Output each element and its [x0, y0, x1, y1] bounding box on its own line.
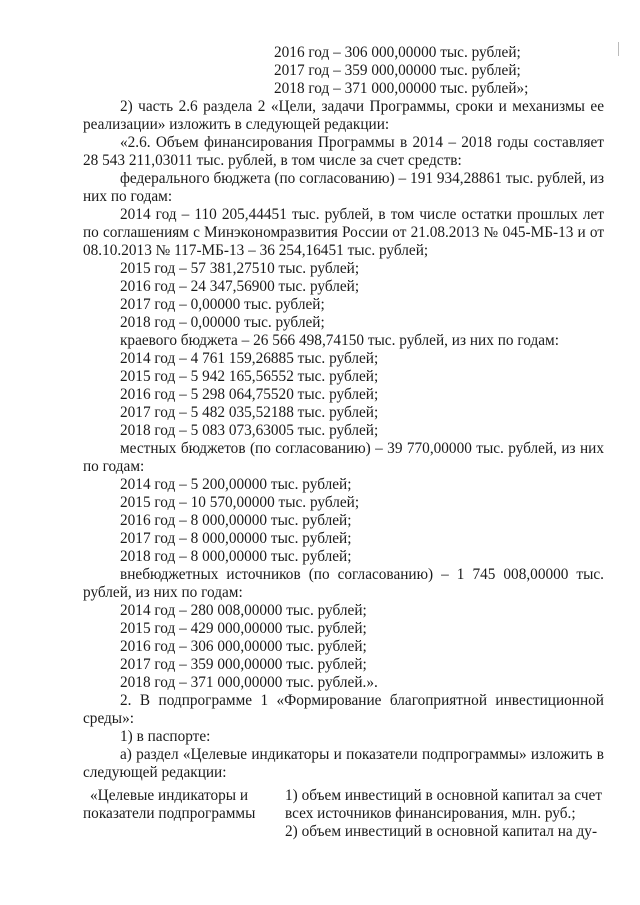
text-line: 2018 год – 5 083 073,63005 тыс. рублей;: [120, 422, 379, 439]
text-line: местных бюджетов (по согласованию) – 39 770,00000 тыс. рублей, из них: [120, 440, 604, 457]
text-line: 2014 год – 280 008,00000 тыс. рублей;: [120, 602, 367, 619]
text-line: 2014 год – 110 205,44451 тыс. рублей, в том числе остатки прошлых лет: [120, 206, 604, 223]
text-line: 2015 год – 10 570,00000 тыс. рублей;: [120, 494, 360, 511]
text-line: федерального бюджета (по согласованию) – 191 934,28861 тыс. рублей, из: [120, 170, 604, 187]
text-line: 2) часть 2.6 раздела 2 «Цели, задачи Программы, сроки и механизмы ее: [120, 98, 604, 115]
text-line: «2.6. Объем финансирования Программы в 2014 – 2018 годы составляет: [120, 134, 604, 151]
text-line: 2017 год – 0,00000 тыс. рублей;: [120, 296, 325, 313]
text-line: 28 543 211,03011 тыс. рублей, в том числе за счет средств:: [83, 152, 462, 169]
text-line: 2016 год – 306 000,00000 тыс. рублей;: [120, 638, 367, 655]
text-line: 2017 год – 359 000,00000 тыс. рублей;: [120, 656, 367, 673]
text-line: 2015 год – 429 000,00000 тыс. рублей;: [120, 620, 367, 637]
table-right-cell: 2) объем инвестиций в основной капитал на ду-: [285, 823, 598, 840]
text-line: по соглашениям с Минэкономразвития России от 21.08.2013 № 045-МБ-13 и от: [83, 224, 604, 241]
text-line: 08.10.2013 № 117-МБ-13 – 36 254,16451 тыс. рублей;: [83, 242, 429, 259]
text-line: а) раздел «Целевые индикаторы и показатели подпрограммы» изложить в: [120, 746, 604, 763]
text-line: 2016 год – 24 347,56900 тыс. рублей;: [120, 278, 360, 295]
text-line: по годам:: [83, 458, 145, 475]
margin-mark: [618, 42, 622, 56]
text-line: следующей редакции:: [83, 764, 227, 781]
text-line: рублей, из них по годам:: [83, 584, 243, 601]
text-line: 2017 год – 8 000,00000 тыс. рублей;: [120, 530, 352, 547]
table-right-cell: всех источников финансирования, млн. руб.;: [285, 805, 576, 822]
text-line: краевого бюджета – 26 566 498,74150 тыс. рублей, из них по годам:: [120, 332, 559, 349]
text-line: 2015 год – 57 381,27510 тыс. рублей;: [120, 260, 360, 277]
text-line: 2016 год – 8 000,00000 тыс. рублей;: [120, 512, 352, 529]
text-line: 1) в паспорте:: [120, 728, 211, 745]
text-line: 2014 год – 5 200,00000 тыс. рублей;: [120, 476, 352, 493]
text-line: 2016 год – 5 298 064,75520 тыс. рублей;: [120, 386, 379, 403]
text-line: 2018 год – 0,00000 тыс. рублей;: [120, 314, 325, 331]
text-line: 2015 год – 5 942 165,56552 тыс. рублей;: [120, 368, 379, 385]
text-line: 2. В подпрограмме 1 «Формирование благоприятной инвестиционной: [120, 692, 604, 709]
text-line: среды»:: [83, 710, 134, 727]
text-line: реализации» изложить в следующей редакции:: [83, 116, 390, 133]
text-line: 2017 год – 5 482 035,52188 тыс. рублей;: [120, 404, 379, 421]
text-line: 2018 год – 371 000,00000 тыс. рублей»;: [274, 80, 529, 97]
table-left-cell: показатели подпрограммы: [83, 805, 256, 822]
text-line: 2018 год – 371 000,00000 тыс. рублей.».: [120, 674, 378, 691]
text-line: 2016 год – 306 000,00000 тыс. рублей;: [274, 44, 521, 61]
text-line: внебюджетных источников (по согласованию) – 1 745 008,00000 тыс.: [120, 566, 604, 583]
text-line: 2017 год – 359 000,00000 тыс. рублей;: [274, 62, 521, 79]
text-line: 2018 год – 8 000,00000 тыс. рублей;: [120, 548, 352, 565]
table-left-cell: «Целевые индикаторы и: [90, 787, 249, 804]
text-line: 2014 год – 4 761 159,26885 тыс. рублей;: [120, 350, 379, 367]
text-line: них по годам:: [83, 188, 173, 205]
table-right-cell: 1) объем инвестиций в основной капитал за счет: [285, 787, 603, 804]
